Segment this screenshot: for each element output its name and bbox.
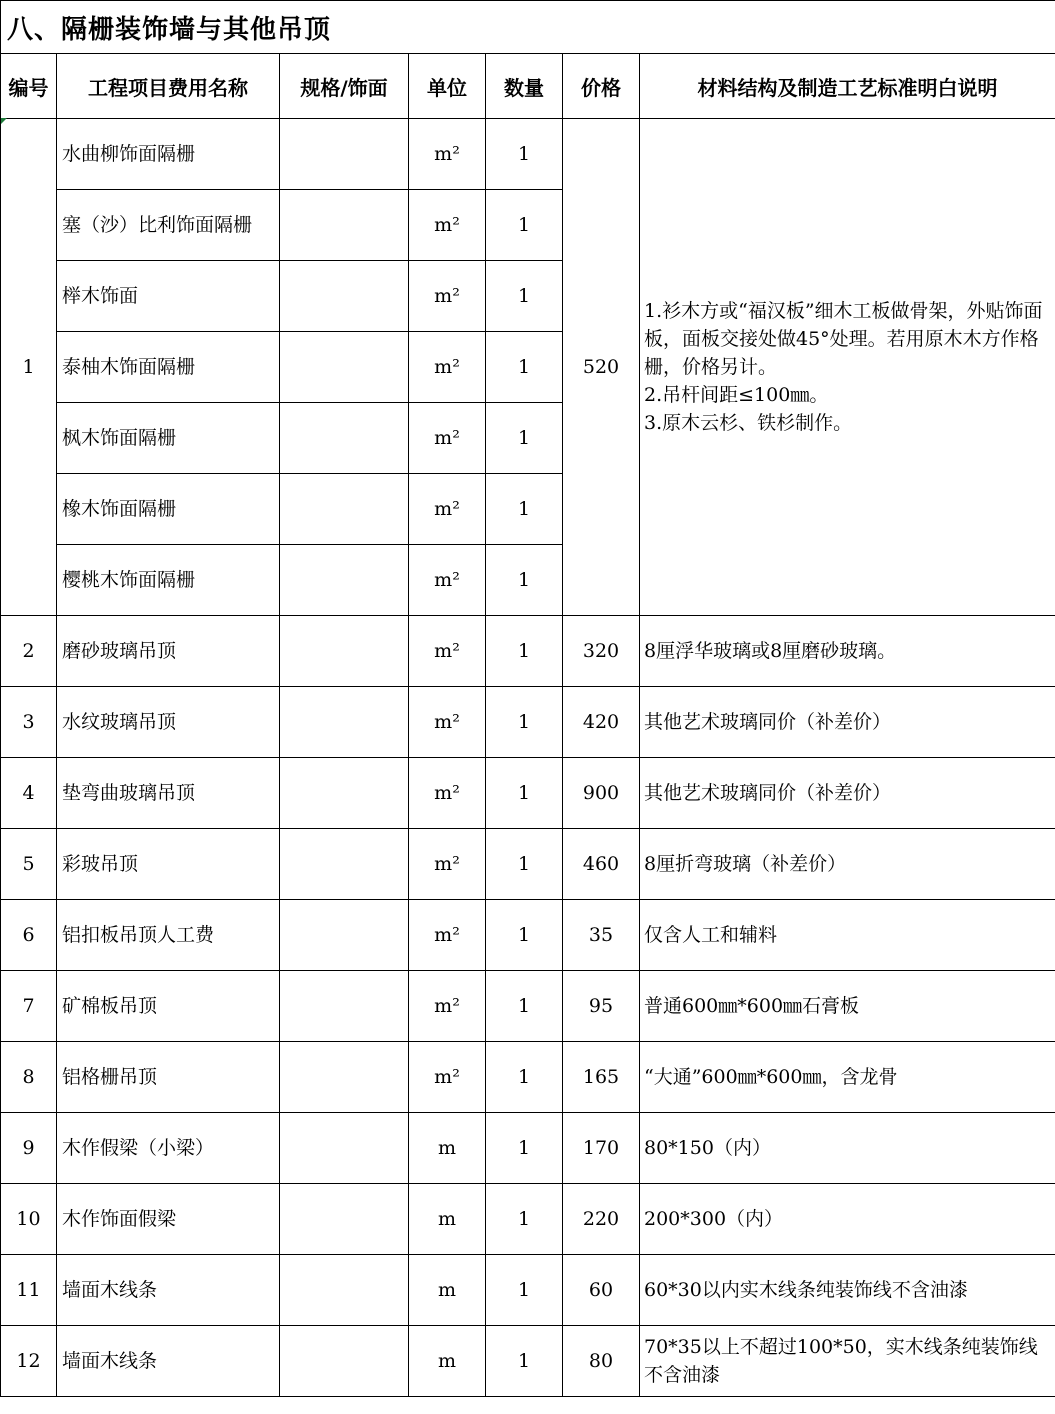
item-price: 220 [563,1184,640,1255]
item-description: “大通”600㎜*600㎜，含龙骨 [640,1042,1055,1113]
item-description: 200*300（内） [640,1184,1055,1255]
header-desc: 材料结构及制造工艺标准明白说明 [640,54,1055,119]
item-qty: 1 [486,190,563,261]
item-qty: 1 [486,1326,563,1397]
item-unit: m [409,1184,486,1255]
item-price: 460 [563,829,640,900]
item-name: 水纹玻璃吊顶 [57,687,280,758]
item-qty: 1 [486,687,563,758]
row-number: 11 [1,1255,57,1326]
item-unit: m² [409,1042,486,1113]
item-spec [280,687,409,758]
item-name: 墙面木线条 [57,1326,280,1397]
item-name: 铝格栅吊顶 [57,1042,280,1113]
table-row [1,1326,1055,1397]
item-qty: 1 [486,829,563,900]
item-unit: m² [409,971,486,1042]
item-name: 磨砂玻璃吊顶 [57,616,280,687]
cell-indicator-icon [1,118,7,124]
item-unit: m² [409,190,486,261]
table-row [1,119,1055,190]
item-spec [280,545,409,616]
item-qty: 1 [486,1255,563,1326]
item-price: 170 [563,1113,640,1184]
row-number: 3 [1,687,57,758]
row-number: 1 [1,119,57,616]
item-qty: 1 [486,474,563,545]
item-name: 榉木饰面 [57,261,280,332]
item-qty: 1 [486,545,563,616]
item-price: 60 [563,1255,640,1326]
row-number: 9 [1,1113,57,1184]
item-price: 420 [563,687,640,758]
header-no: 编号 [1,54,57,119]
item-unit: m² [409,758,486,829]
item-unit: m² [409,616,486,687]
item-unit: m² [409,474,486,545]
item-name: 彩玻吊顶 [57,829,280,900]
item-description: 8厘浮华玻璃或8厘磨砂玻璃。 [640,616,1055,687]
item-name: 木作饰面假梁 [57,1184,280,1255]
item-price: 900 [563,758,640,829]
item-unit: m² [409,119,486,190]
table-row [1,1113,1055,1184]
item-spec [280,474,409,545]
item-spec [280,1255,409,1326]
item-qty: 1 [486,1113,563,1184]
item-name: 水曲柳饰面隔栅 [57,119,280,190]
table-row [1,616,1055,687]
item-unit: m² [409,403,486,474]
item-description: 80*150（内） [640,1113,1055,1184]
item-qty: 1 [486,1042,563,1113]
item-spec [280,261,409,332]
item-spec [280,758,409,829]
item-spec [280,1184,409,1255]
header-row [1,54,1055,119]
item-name: 墙面木线条 [57,1255,280,1326]
header-spec: 规格/饰面 [280,54,409,119]
item-price: 35 [563,900,640,971]
item-unit: m² [409,545,486,616]
item-qty: 1 [486,616,563,687]
item-spec [280,1042,409,1113]
header-unit: 单位 [409,54,486,119]
row-number: 6 [1,900,57,971]
item-spec [280,119,409,190]
item-description: 其他艺术玻璃同价（补差价） [640,758,1055,829]
sheet-title: 八、隔栅装饰墙与其他吊顶 [1,1,1055,54]
table-row [1,900,1055,971]
item-price: 520 [563,119,640,616]
item-spec [280,332,409,403]
row-number: 2 [1,616,57,687]
row-number: 10 [1,1184,57,1255]
item-name: 塞（沙）比利饰面隔栅 [57,190,280,261]
table-row [1,1042,1055,1113]
item-name: 垫弯曲玻璃吊顶 [57,758,280,829]
item-unit: m² [409,687,486,758]
item-name: 铝扣板吊顶人工费 [57,900,280,971]
item-spec [280,1326,409,1397]
item-unit: m² [409,900,486,971]
table-row [1,1255,1055,1326]
item-price: 165 [563,1042,640,1113]
table-row [1,758,1055,829]
table-row [1,687,1055,758]
item-name: 泰柚木饰面隔栅 [57,332,280,403]
table-row [1,829,1055,900]
item-qty: 1 [486,332,563,403]
item-price: 80 [563,1326,640,1397]
item-qty: 1 [486,1184,563,1255]
row-number: 5 [1,829,57,900]
item-spec [280,403,409,474]
item-unit: m [409,1113,486,1184]
item-qty: 1 [486,971,563,1042]
header-price: 价格 [563,54,640,119]
item-description: 8厘折弯玻璃（补差价） [640,829,1055,900]
item-spec [280,900,409,971]
item-qty: 1 [486,119,563,190]
item-name: 橡木饰面隔栅 [57,474,280,545]
item-description: 普通600㎜*600㎜石膏板 [640,971,1055,1042]
item-name: 樱桃木饰面隔栅 [57,545,280,616]
item-name: 矿棉板吊顶 [57,971,280,1042]
header-name: 工程项目费用名称 [57,54,280,119]
item-qty: 1 [486,261,563,332]
item-qty: 1 [486,403,563,474]
item-description: 1.衫木方或“福汉板”细木工板做骨架，外贴饰面板，面板交接处做45°处理。若用原木木方作格栅，价格另计。 2.吊杆间距≤100㎜。 3.原木云杉、铁杉制作。 [640,119,1055,616]
item-qty: 1 [486,758,563,829]
item-unit: m² [409,261,486,332]
row-number: 12 [1,1326,57,1397]
header-qty: 数量 [486,54,563,119]
row-number: 7 [1,971,57,1042]
item-spec [280,1113,409,1184]
item-spec [280,190,409,261]
item-name: 枫木饰面隔栅 [57,403,280,474]
item-description: 70*35以上不超过100*50，实木线条纯装饰线不含油漆 [640,1326,1055,1397]
item-description: 60*30以内实木线条纯装饰线不含油漆 [640,1255,1055,1326]
table-row [1,1184,1055,1255]
item-spec [280,616,409,687]
table-row [1,971,1055,1042]
item-description: 其他艺术玻璃同价（补差价） [640,687,1055,758]
item-price: 95 [563,971,640,1042]
row-number: 8 [1,1042,57,1113]
item-unit: m [409,1255,486,1326]
item-unit: m² [409,332,486,403]
item-spec [280,829,409,900]
item-qty: 1 [486,900,563,971]
item-spec [280,971,409,1042]
item-unit: m [409,1326,486,1397]
item-unit: m² [409,829,486,900]
item-description: 仅含人工和辅料 [640,900,1055,971]
row-number: 4 [1,758,57,829]
item-name: 木作假梁（小梁） [57,1113,280,1184]
item-price: 320 [563,616,640,687]
